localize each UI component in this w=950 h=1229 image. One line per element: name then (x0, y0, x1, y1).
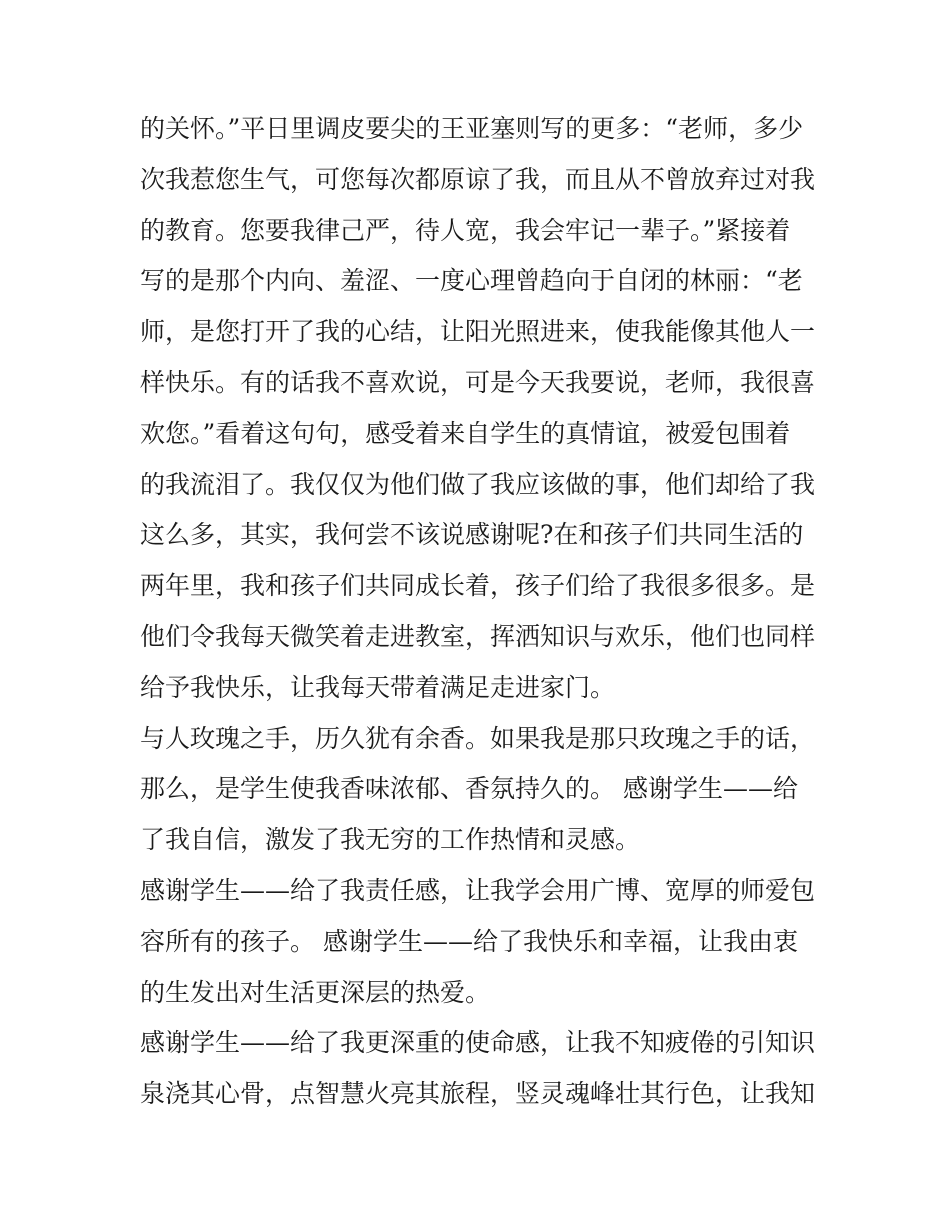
text-line: 容所有的孩子。 感谢学生——给了我快乐和幸福，让我由衷 (140, 926, 798, 956)
text-line: 泉浇其心骨，点智慧火亮其旅程，竖灵魂峰壮其行色，让我知 (140, 1079, 816, 1109)
text-line: 给予我快乐，让我每天带着满足走进家门。 (140, 672, 616, 702)
text-line: 的关怀。”平日里调皮要尖的王亚塞则写的更多：“老师，多少 (140, 114, 804, 143)
text-line: 样快乐。有的话我不喜欢说，可是今天我要说，老师，我很喜 (140, 367, 816, 397)
text-line: 的教育。您要我律己严，待人宽，我会牢记一辈子。”紧接着 (140, 215, 791, 245)
text-line: 他们令我每天微笑着走进教室，挥洒知识与欢乐，他们也同样 (140, 621, 816, 651)
text-line: 的我流泪了。我仅仅为他们做了我应该做的事，他们却给了我 (140, 469, 816, 499)
text-line: 次我惹您生气，可您每次都原谅了我，而且从不曾放弃过对我 (140, 164, 816, 194)
text-line: 的生发出对生活更深层的热爱。 (140, 977, 491, 1007)
text-line: 两年里，我和孩子们共同成长着，孩子们给了我很多很多。是 (140, 571, 816, 601)
text-line: 写的是那个内向、羞涩、一度心理曾趋向于自闭的林丽：“老 (140, 266, 803, 296)
text-line: 了我自信，激发了我无穷的工作热情和灵感。 (140, 825, 641, 855)
text-line: 那么，是学生使我香味浓郁、香氛持久的。 感谢学生——给 (140, 774, 798, 804)
text-line: 感谢学生——给了我责任感，让我学会用广博、宽厚的师爱包 (140, 875, 816, 905)
document-body (140, 104, 820, 1120)
text-line: 师，是您打开了我的心结，让阳光照进来，使我能像其他人一 (140, 317, 816, 347)
text-line: 与人玫瑰之手，历久犹有余香。如果我是那只玫瑰之手的话， (140, 723, 816, 753)
text-line: 感谢学生——给了我更深重的使命感，让我不知疲倦的引知识 (140, 1028, 816, 1058)
text-line: 欢您。”看着这句句，感受着来自学生的真情谊，被爱包围着 (140, 418, 791, 448)
text-line: 这么多，其实，我何尝不该说感谢呢?在和孩子们共同生活的 (140, 520, 804, 550)
